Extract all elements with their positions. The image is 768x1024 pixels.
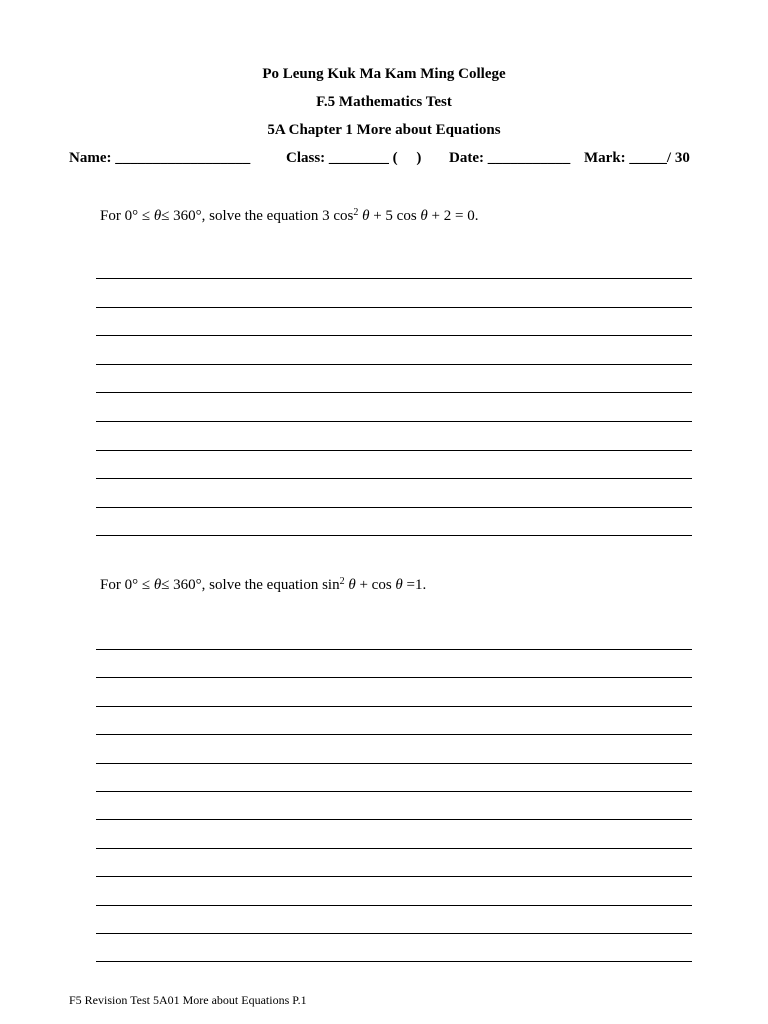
answer-line [96,392,692,393]
question-1 [100,207,478,225]
answer-line [96,933,692,934]
exponent: 2 [353,207,359,218]
name-field: Name: __________________ [69,150,251,166]
answer-line [96,905,692,906]
answer-line [96,848,692,849]
answer-line [96,791,692,792]
page-footer: F5 Revision Test 5A01 More about Equations P.1 [69,993,307,1007]
answer-line [96,649,692,650]
theta-symbol: θ [362,208,370,224]
chapter-title: 5A Chapter 1 More about Equations [267,122,501,138]
answer-line [96,335,692,336]
question-2 [100,576,426,594]
exponent: 2 [339,576,345,587]
answer-line [96,876,692,877]
answer-line [96,421,692,422]
question-1-text-2: + 5 cos [369,208,421,224]
answer-line [96,535,692,536]
answer-line [96,677,692,678]
answer-line [96,307,692,308]
question-2-text-3: =1. [402,577,427,593]
mark-field: Mark: _____/ 30 [584,150,690,166]
answer-line [96,763,692,764]
answer-line [96,819,692,820]
theta-symbol: θ [153,208,162,224]
school-name: Po Leung Kuk Ma Kam Ming College [262,66,506,82]
answer-line [96,706,692,707]
question-1-text: ≤ 360°, solve the equation 3 cos [161,208,354,224]
answer-line [96,961,692,962]
answer-line [96,507,692,508]
answer-line [96,734,692,735]
question-1-text-3: + 2 = 0. [427,208,479,224]
answer-line [96,450,692,451]
question-2-text-2: + cos [355,577,396,593]
question-2-text: ≤ 360°, solve the equation sin [161,577,340,593]
answer-line [96,478,692,479]
theta-symbol: θ [348,577,356,593]
answer-line [96,364,692,365]
answer-line [96,278,692,279]
class-field: Class: ________ ( ) [286,150,422,166]
question-1-prefix: For 0° ≤ [100,208,154,224]
theta-symbol: θ [420,208,428,224]
theta-symbol: θ [395,577,403,593]
theta-symbol: θ [153,577,162,593]
question-2-prefix: For 0° ≤ [100,577,154,593]
date-field: Date: ___________ [449,150,571,166]
test-title: F.5 Mathematics Test [316,94,452,110]
